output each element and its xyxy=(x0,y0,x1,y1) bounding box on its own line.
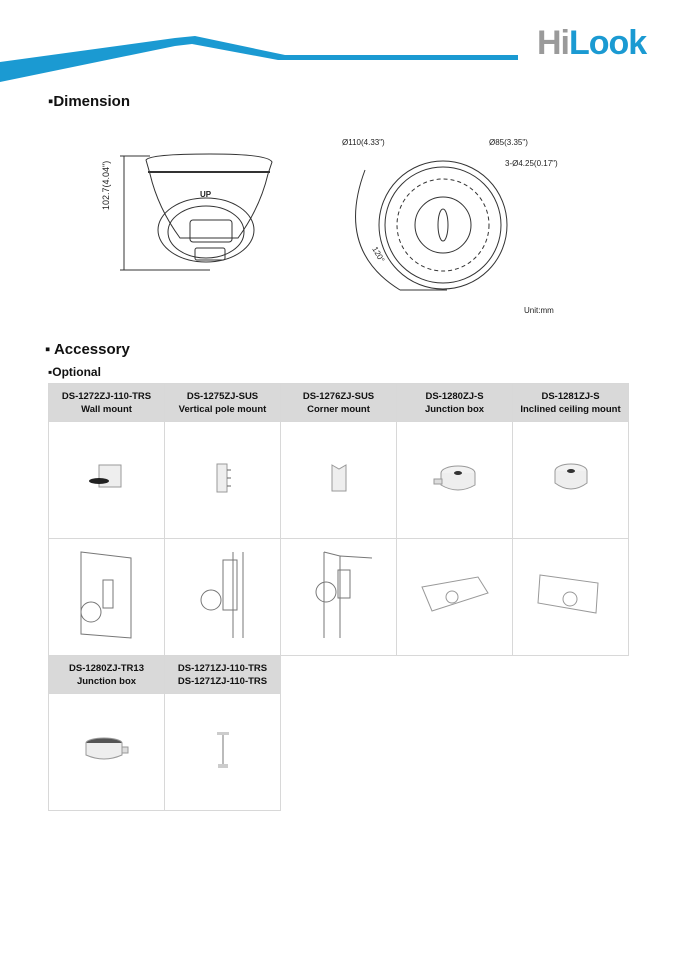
pole-mount-image xyxy=(213,462,233,494)
accessory-header: DS-1272ZJ-110-TRS Wall mount xyxy=(49,384,165,422)
base-diameter-label: Ø110(4.33") xyxy=(342,138,385,147)
camera-side-view-drawing xyxy=(110,148,290,278)
camera-base-view-drawing xyxy=(355,150,515,300)
accessory-table xyxy=(48,383,629,811)
optional-subtitle: ▪Optional xyxy=(48,365,101,379)
hilook-logo: HiLook xyxy=(537,24,647,62)
accessory-header: DS-1271ZJ-110-TRS DS-1271ZJ-110-TRS xyxy=(165,656,281,694)
accessory-header: DS-1281ZJ-S Inclined ceiling mount xyxy=(513,384,629,422)
inclined-ceiling-installed-image xyxy=(536,573,606,617)
angle-label: 120° xyxy=(370,245,387,264)
junction-box-tr13-image xyxy=(82,735,132,765)
header-swoosh xyxy=(0,0,530,90)
inner-diameter-label: Ø85(3.35") xyxy=(489,138,528,147)
pendant-mount-image xyxy=(213,730,233,770)
corner-mount-installed-image xyxy=(304,550,374,640)
holes-label: 3-Ø4.25(0.17") xyxy=(505,159,558,168)
junction-box-installed-image xyxy=(420,575,490,615)
accessory-header: DS-1275ZJ-SUS Vertical pole mount xyxy=(165,384,281,422)
junction-box-image xyxy=(430,461,480,495)
wall-mount-image xyxy=(87,463,127,493)
unit-label: Unit:mm xyxy=(524,306,554,315)
section-dimension-title: ▪Dimension xyxy=(48,93,131,110)
accessory-header: DS-1276ZJ-SUS Corner mount xyxy=(281,384,397,422)
accessory-header: DS-1280ZJ-TR13 Junction box xyxy=(49,656,165,694)
wall-mount-installed-image xyxy=(77,550,137,640)
corner-mount-image xyxy=(329,461,349,495)
camera-mark: UP xyxy=(200,190,212,199)
height-dimension-label: 102.7(4.04") xyxy=(101,160,111,210)
section-accessory-title: ▪ Accessory xyxy=(45,341,130,358)
accessory-header: DS-1280ZJ-S Junction box xyxy=(397,384,513,422)
inclined-ceiling-mount-image xyxy=(551,461,591,495)
pole-mount-installed-image xyxy=(193,550,253,640)
